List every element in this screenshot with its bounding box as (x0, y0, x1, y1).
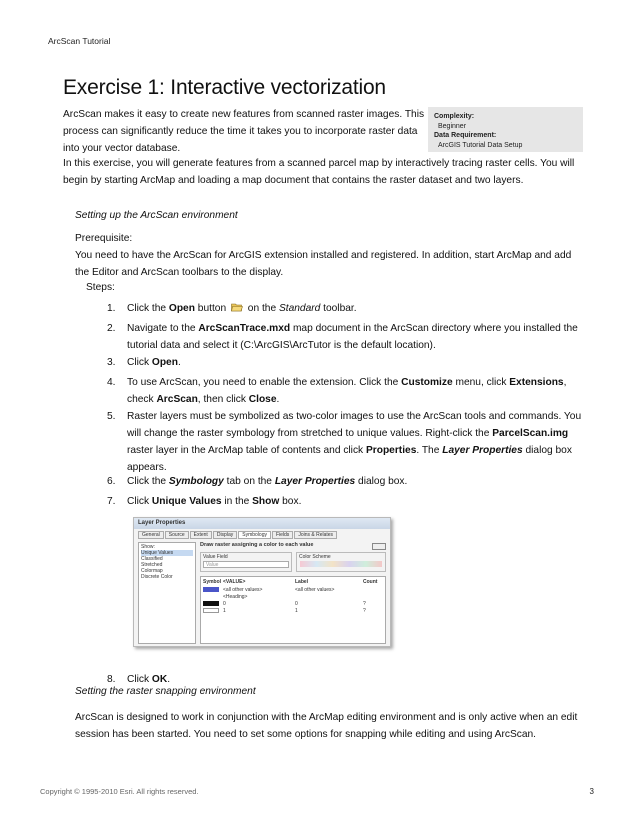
step-text-fragment: Customize (401, 377, 453, 388)
step-text-fragment: Click (127, 496, 152, 507)
step-text-fragment: Navigate to the (127, 323, 199, 334)
data-requirement-label: Data Requirement: (434, 132, 497, 139)
show-item-discrete-color: Discrete Color (141, 574, 173, 580)
step-text-fragment: OK (151, 674, 168, 685)
step-text-fragment: map document in the ArcScan directory where you installed the tutorial data and select it (C:\ArcGIS\ArcTutor is the default location). (127, 323, 578, 351)
step-text-fragment: dialog box. (355, 476, 408, 487)
show-item-stretched: Stretched (141, 562, 163, 568)
tab-fields: Fields (272, 531, 293, 539)
step-number: 7. (107, 496, 116, 507)
value-field-dropdown: Value (203, 561, 289, 568)
step-text-fragment: . (177, 357, 181, 368)
copyright-footer: Copyright © 1995-2010 Esri. All rights reserved. (40, 787, 199, 796)
col-count: Count (363, 579, 378, 585)
table-row (203, 587, 383, 593)
step-text-fragment: . (167, 674, 171, 685)
step-text-fragment: in the (221, 496, 253, 507)
layer-properties-screenshot (133, 517, 391, 647)
color-scheme-label: Color Scheme (299, 554, 331, 560)
table-cell: 0 (223, 601, 226, 607)
table-row (203, 608, 383, 614)
step-item (107, 493, 585, 510)
step-number: 8. (107, 674, 116, 685)
step-number: 5. (107, 411, 116, 422)
step-item (107, 408, 585, 476)
step-item (107, 374, 585, 408)
step-text (127, 493, 585, 510)
table-header (203, 579, 383, 585)
step-text-fragment: Open (151, 357, 178, 368)
step-text (127, 320, 585, 354)
step-text-fragment: , then click (197, 394, 249, 405)
step-text (127, 374, 585, 408)
intro-paragraph: ArcScan makes it easy to create new features from scanned raster images. This process can significantly reduce the time it takes you to incorporate raster data into your vector database. (63, 109, 425, 154)
col-symbol: Symbol (203, 579, 222, 585)
step-text-fragment: ArcScanTrace.mxd (198, 323, 291, 334)
table-cell: <all other values> (223, 587, 263, 593)
step-number: 4. (107, 377, 116, 388)
open-folder-icon (231, 302, 243, 312)
step-number: 2. (107, 323, 116, 334)
step-text-fragment: raster layer in the ArcMap table of contents and click (127, 445, 366, 456)
complexity-label: Complexity: (434, 113, 475, 120)
step-text-fragment: Standard (278, 303, 321, 314)
show-item-unique-values: Unique Values (141, 550, 193, 556)
tab-display: Display (213, 531, 237, 539)
step-text-fragment: box. (279, 496, 302, 507)
tab-general: General (138, 531, 164, 539)
step-text-fragment: toolbar. (320, 303, 357, 314)
show-item-colormap: Colormap (141, 568, 163, 574)
table-cell: ? (363, 608, 366, 614)
step-text-fragment: Click (127, 674, 152, 685)
step-text-fragment: on the (244, 303, 279, 314)
step-text-fragment: Layer Properties (274, 476, 356, 487)
step-text (127, 300, 585, 317)
color-scheme-ramp (300, 561, 382, 567)
step-text (127, 354, 585, 371)
step-item (107, 300, 585, 317)
prerequisite-label: Prerequisite: (75, 233, 133, 244)
show-list (138, 542, 196, 644)
table-cell: ? (363, 601, 366, 607)
snapping-paragraph: ArcScan is designed to work in conjunction with the ArcMap editing environment and is only active when an edit session has been started. You need to set some options for snapping while editing and using ArcScan. (75, 712, 578, 740)
table-cell: <all other values> (295, 587, 335, 593)
symbol-swatch (203, 608, 219, 613)
step-text-fragment: menu, click (452, 377, 510, 388)
page-title: Exercise 1: Interactive vectorization (63, 76, 386, 99)
prerequisite-block (75, 230, 585, 281)
running-header: ArcScan Tutorial (48, 36, 111, 46)
values-table (200, 576, 386, 644)
col-label: Label (295, 579, 309, 585)
page-number: 3 (589, 787, 594, 796)
section-heading-setup: Setting up the ArcScan environment (75, 210, 238, 221)
step-text-fragment: Click the (127, 303, 169, 314)
table-row (203, 594, 383, 600)
value-field-group (200, 552, 292, 572)
step-text-fragment: Symbology (168, 476, 224, 487)
tab-symbology: Symbology (238, 531, 271, 539)
step-number: 6. (107, 476, 116, 487)
tab-extent: Extent (190, 531, 212, 539)
col-value: <VALUE> (223, 579, 246, 585)
step-text-fragment: Raster layers must be symbolized as two-color images to use the ArcScan tools and commands. You will change the raster symbology from stretched to unique values. Right-click the (127, 411, 582, 439)
step-item (107, 320, 585, 354)
step-text-fragment: . (276, 394, 280, 405)
tab-source: Source (165, 531, 189, 539)
step-text-fragment: To use ArcScan, you need to enable the extension. Click the (127, 377, 402, 388)
step-text-fragment: Close (248, 394, 277, 405)
data-requirement-value: ArcGIS Tutorial Data Setup (438, 141, 523, 149)
steps-label: Steps: (86, 282, 115, 293)
step-text-fragment: Layer Properties (442, 445, 523, 456)
step-text-fragment: dialog box appears. (127, 445, 572, 473)
step-number: 1. (107, 303, 116, 314)
step-text-fragment: ParcelScan.img (492, 428, 569, 439)
symbology-heading: Draw raster assigning a color to each value (200, 542, 314, 548)
step-text-fragment: Open (168, 303, 195, 314)
step-text-fragment: Click (127, 357, 152, 368)
dialog-tabs (138, 531, 337, 539)
table-cell: 1 (223, 608, 226, 614)
step-text-fragment: Show (252, 496, 280, 507)
dialog-title: Layer Properties (134, 518, 390, 529)
step-text-fragment: button (194, 303, 229, 314)
step-number: 3. (107, 357, 116, 368)
table-row (203, 601, 383, 607)
step-text-fragment: , check (127, 377, 567, 405)
prerequisite-text: You need to have the ArcScan for ArcGIS extension installed and registered. In addition, start ArcMap and add the Editor and ArcScan toolbars to the display. (75, 250, 572, 278)
step-text-fragment: ArcScan (156, 394, 198, 405)
dialog-button (372, 543, 386, 550)
complexity-value: Beginner (438, 122, 467, 130)
step-text (127, 473, 585, 490)
color-scheme-group (296, 552, 386, 572)
table-cell: 0 (295, 601, 298, 607)
table-cell: <Heading> (223, 594, 248, 600)
step-text-fragment: . The (416, 445, 443, 456)
intro-paragraph-2: In this exercise, you will generate features from a scanned parcel map by interactively tracing raster cells. You will begin by starting ArcMap and loading a map document that contains the raster dataset and two layers. (63, 158, 575, 186)
value-field-label: Value Field (203, 554, 228, 560)
symbol-swatch (203, 587, 219, 592)
table-cell: 1 (295, 608, 298, 614)
step-item (107, 473, 585, 490)
step-item (107, 354, 585, 371)
step-text-fragment: Properties (365, 445, 417, 456)
step-text-fragment: Unique Values (151, 496, 222, 507)
step-text-fragment: tab on the (223, 476, 275, 487)
symbol-swatch (203, 601, 219, 606)
tab-joins-relates: Joins & Relates (294, 531, 337, 539)
show-label: Show: (141, 544, 155, 550)
info-sidebox (428, 107, 583, 152)
show-item-classified: Classified (141, 556, 163, 562)
symbology-panel (200, 542, 386, 644)
step-text-fragment: Click the (127, 476, 169, 487)
section-heading-snapping: Setting the raster snapping environment (75, 686, 256, 697)
step-text-fragment: Extensions (509, 377, 564, 388)
step-text (127, 408, 585, 476)
